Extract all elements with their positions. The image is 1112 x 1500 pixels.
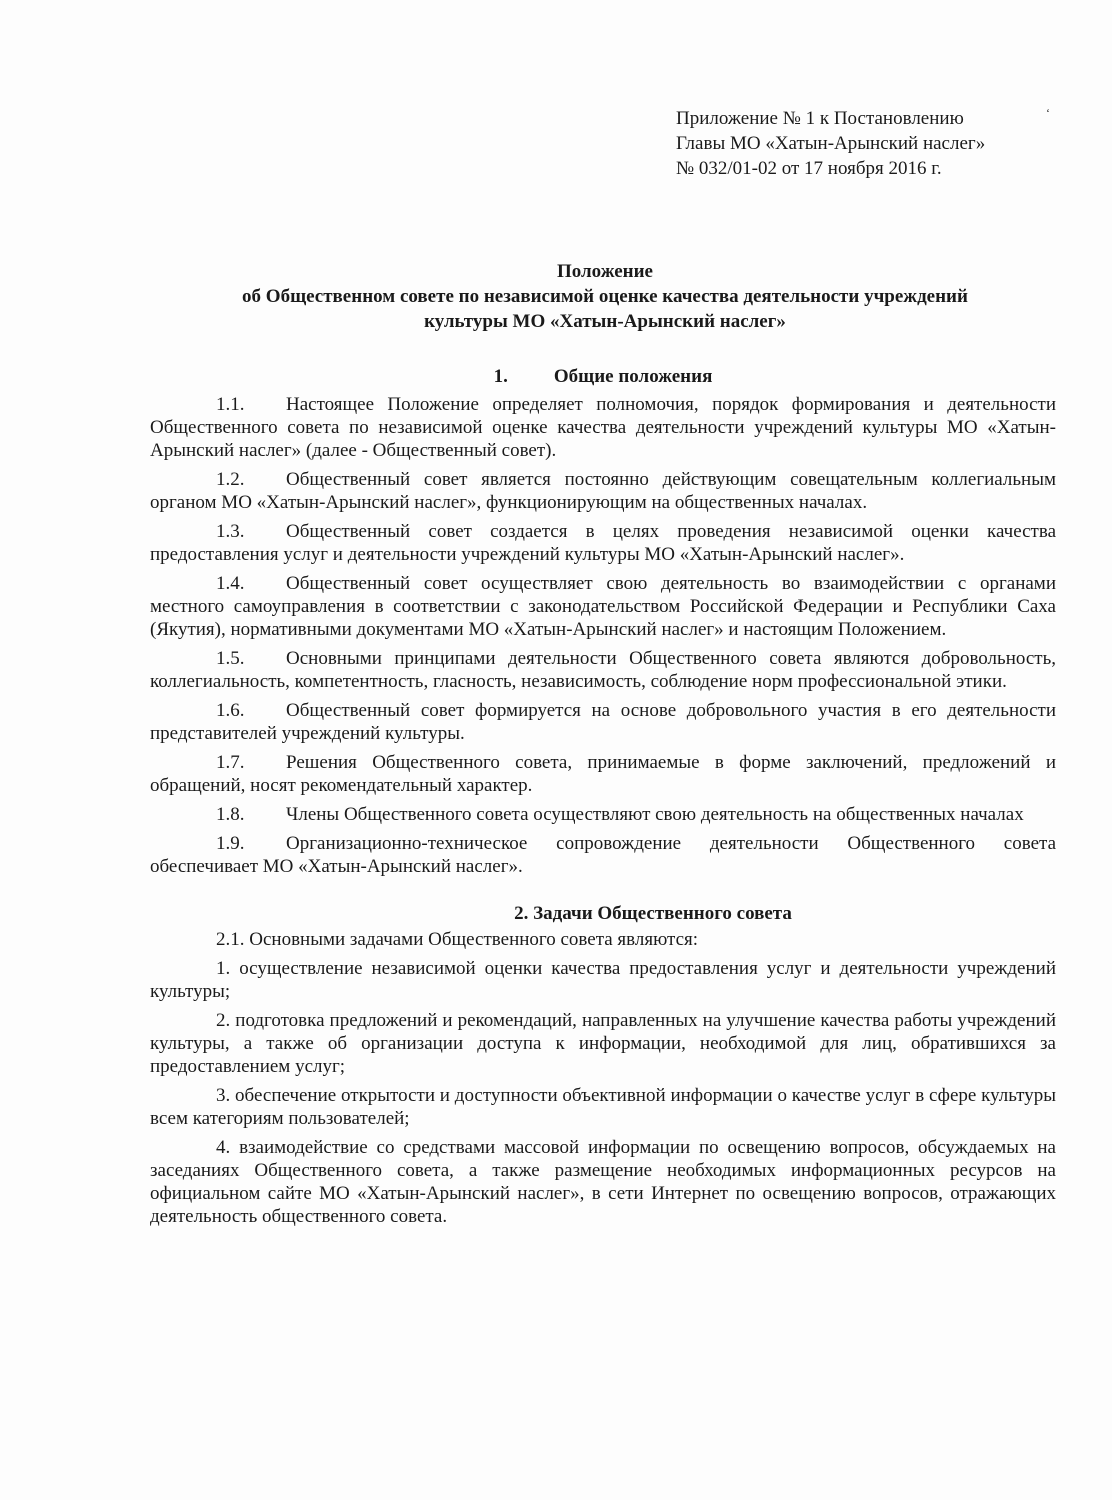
paragraph-number: 1.9.	[216, 833, 245, 854]
task-item-4: 4. взаимодействие со средствами массовой информации по освещению вопросов, обсуждаемых на заседаниях Общественного совета, а также размещение необходимых информационных ресурсов на официальном сайте МО «Хатын-Арынский наслег», в сети Интернет по освещению вопросов, отражающих деятельность общественного совета.	[150, 1137, 1056, 1227]
paragraph-1-7	[150, 751, 1056, 797]
header-line-3: № 032/01-02 от 17 ноября 2016 г.	[676, 158, 942, 179]
paragraph-text: Основными принципами деятельности Общественного совета являются добровольность, коллегиальность, компетентность, гласность, независимость, соблюдение норм профессиональной этики.	[150, 648, 1056, 692]
section-1-heading	[150, 365, 1056, 388]
paragraph-2-1: 2.1. Основными задачами Общественного совета являются:	[216, 929, 699, 950]
title-line-3: культуры МО «Хатын-Арынский наслег»	[424, 311, 786, 332]
paragraph-1-9	[150, 832, 1056, 878]
paragraph-1-2	[150, 468, 1056, 514]
paragraph-text: Общественный совет осуществляет свою деятельность во взаимодействии с органами местного самоуправления в соответствии с законодательством Российской Федерации и Республики Саха (Якутия), нормативными документами МО «Хатын-Арынский наслег» и настоящим Положением.	[150, 573, 1056, 640]
paragraph-number: 1.6.	[216, 700, 245, 721]
paragraph-number: 1.8.	[216, 804, 245, 825]
header-line-2: Главы МО «Хатын-Арынский наслег»	[676, 133, 986, 154]
document-header	[676, 106, 1076, 181]
paragraph-1-3	[150, 520, 1056, 566]
paragraph-1-4	[150, 572, 1056, 641]
paragraph-number: 1.7.	[216, 752, 245, 773]
paragraph-1-5	[150, 647, 1056, 693]
section-1-number: 1.	[493, 366, 508, 387]
task-item-2: 2. подготовка предложений и рекомендаций, направленных на улучшение качества работы учреждений культуры, а также об организации доступа к информации, необходимой для лиц, обратившихся за предоставлением услуг;	[150, 1010, 1056, 1077]
document-title	[150, 259, 1060, 334]
paragraph-number: 1.5.	[216, 648, 245, 669]
title-line-1: Положение	[556, 261, 653, 282]
paragraph-number: 1.1.	[216, 394, 245, 415]
task-item-3: 3. обеспечение открытости и доступности объективной информации о качестве услуг в сфере культуры всем категориям пользователей;	[150, 1085, 1056, 1129]
task-item-1: 1. осуществление независимой оценки качества предоставления услуг и деятельности учреждений культуры;	[150, 958, 1056, 1002]
paragraph-1-1	[150, 393, 1056, 462]
title-line-2: об Общественном совете по независимой оценке качества деятельности учреждений	[242, 286, 968, 307]
paragraph-1-6	[150, 699, 1056, 745]
document-body	[150, 365, 1056, 1234]
paragraph-number: 1.3.	[216, 521, 245, 542]
paragraph-number: 1.4.	[216, 573, 245, 594]
paragraph-text: Общественный совет создается в целях проведения независимой оценки качества предоставления услуг и деятельности учреждений культуры МО «Хатын-Арынский наслег».	[150, 521, 1056, 565]
paragraph-text: Решения Общественного совета, принимаемые в форме заключений, предложений и обращений, носят рекомендательный характер.	[150, 752, 1056, 796]
paragraph-text: Члены Общественного совета осуществляют свою деятельность на общественных началах	[286, 804, 1024, 825]
header-line-1: Приложение № 1 к Постановлению	[676, 108, 964, 129]
section-2-heading: 2. Задачи Общественного совета	[514, 903, 792, 924]
paragraph-number: 1.2.	[216, 469, 245, 490]
paragraph-text: Организационно-техническое сопровождение деятельности Общественного совета обеспечивает МО «Хатын-Арынский наслег».	[150, 833, 1056, 877]
scan-mark: ‘	[1046, 106, 1050, 120]
paragraph-text: Общественный совет формируется на основе добровольного участия в его деятельности представителей учреждений культуры.	[150, 700, 1056, 744]
paragraph-1-8	[150, 803, 1056, 826]
paragraph-text: Общественный совет является постоянно действующим совещательным коллегиальным органом МО «Хатын-Арынский наслег», функционирующим на общественных началах.	[150, 469, 1056, 513]
section-1-title: Общие положения	[553, 366, 713, 387]
paragraph-text: Настоящее Положение определяет полномочия, порядок формирования и деятельности Общественного совета по независимой оценке качества деятельности учреждений культуры МО «Хатын-Арынский наслег» (далее - Общественный совет).	[150, 394, 1056, 461]
